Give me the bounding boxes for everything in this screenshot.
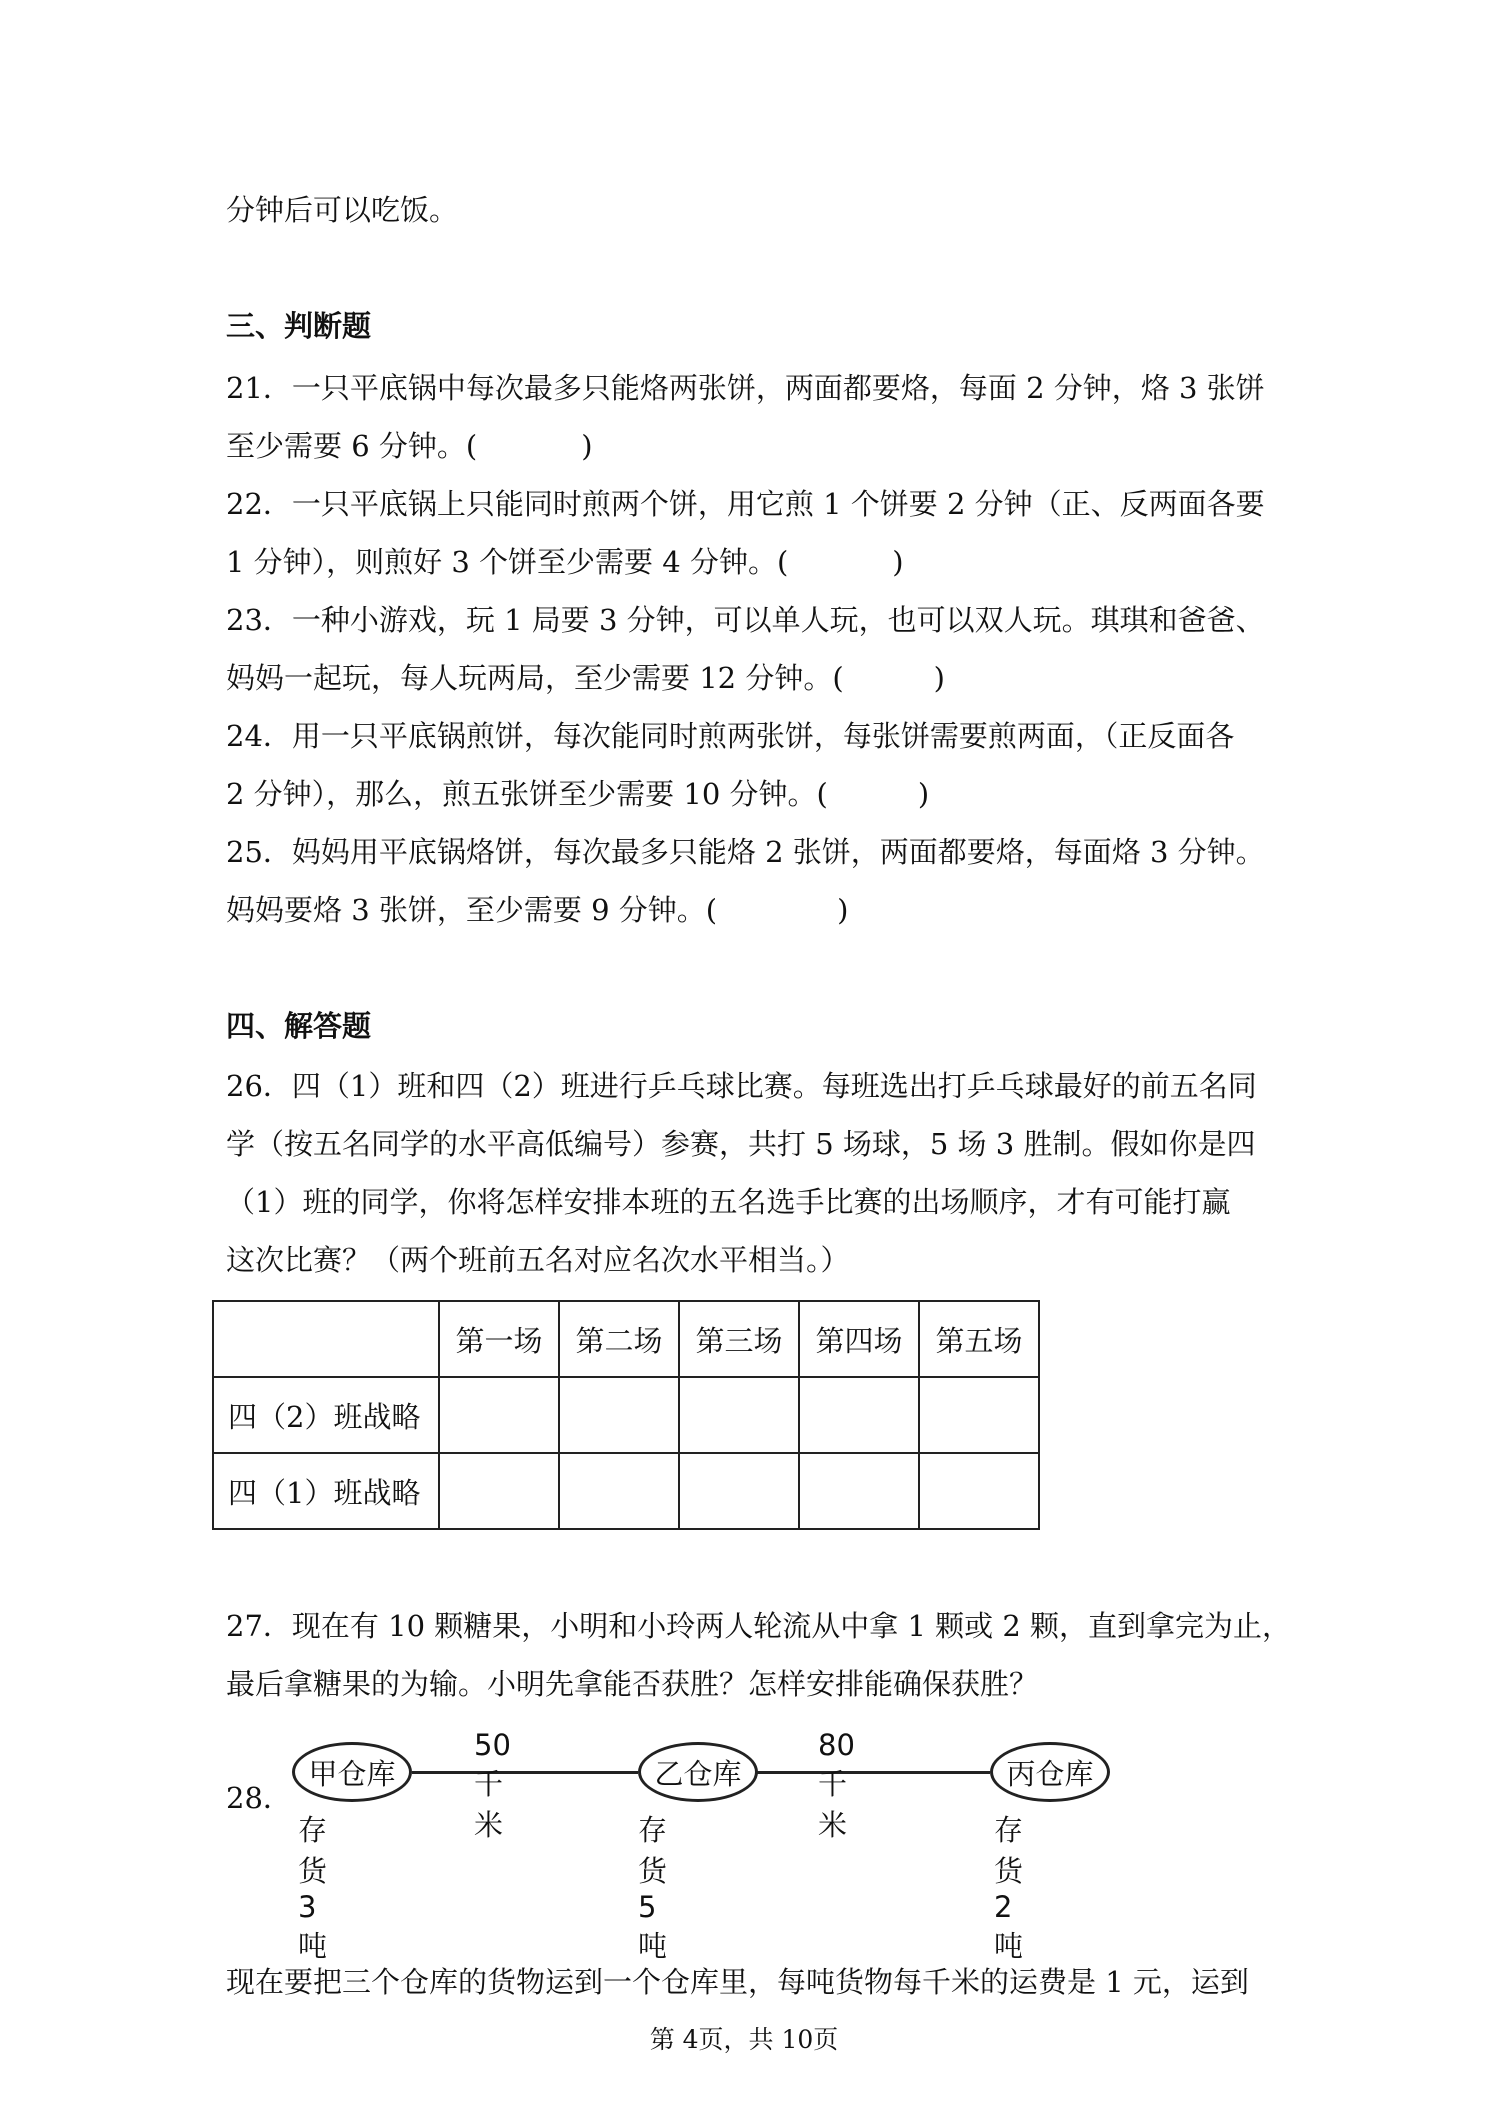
warehouse-oval: 丙仓库: [990, 1742, 1110, 1802]
q22-line1: 22．一只平底锅上只能同时煎两个饼，用它煎 1 个饼要 2 分钟（正、反两面各要: [226, 487, 1265, 521]
warehouse-oval: 甲仓库: [292, 1742, 412, 1802]
table-header-cell: 第二场: [559, 1301, 679, 1377]
q25-line2: 妈妈要烙 3 张饼，至少需要 9 分钟。( ): [226, 893, 849, 927]
distance-label: 80 千米: [818, 1728, 855, 1842]
table-header-cell: [213, 1301, 439, 1377]
table-cell: [679, 1377, 799, 1453]
route-line: [412, 1771, 638, 1774]
warehouse-oval: 乙仓库: [638, 1742, 758, 1802]
q21-line1: 21．一只平底锅中每次最多只能烙两张饼，两面都要烙，每面 2 分钟，烙 3 张饼: [226, 371, 1265, 405]
table-cell: [559, 1453, 679, 1529]
q23-line2: 妈妈一起玩，每人玩两局，至少需要 12 分钟。( ): [226, 661, 945, 695]
table-cell: [799, 1453, 919, 1529]
table-cell: [439, 1377, 559, 1453]
q22-line2: 1 分钟），则煎好 3 个饼至少需要 4 分钟。( ): [226, 545, 904, 579]
distance-label: 50 千米: [474, 1728, 511, 1842]
table-cell: [679, 1453, 799, 1529]
table-header-cell: 第四场: [799, 1301, 919, 1377]
table-header-row: [213, 1301, 1039, 1377]
table-row: [213, 1377, 1039, 1453]
q27-line2: 最后拿糖果的为输。小明先拿能否获胜？怎样安排能确保获胜？: [226, 1667, 1039, 1701]
stock-label: 存货 5 吨: [638, 1813, 668, 1963]
table-row-label: 四（2）班战略: [213, 1377, 439, 1453]
q28-number: 28．: [226, 1781, 292, 1815]
section3-heading: 三、判断题: [226, 309, 372, 343]
table-header-cell: 第一场: [439, 1301, 559, 1377]
q26-line4: 这次比赛？（两个班前五名对应名次水平相当。）: [226, 1243, 850, 1277]
table-cell: [919, 1377, 1039, 1453]
table-cell: [439, 1453, 559, 1529]
table-header-cell: 第三场: [679, 1301, 799, 1377]
q21-line2: 至少需要 6 分钟。( ): [226, 429, 593, 463]
q25-line1: 25．妈妈用平底锅烙饼，每次最多只能烙 2 张饼，两面都要烙，每面烙 3 分钟。: [226, 835, 1265, 869]
table-cell: [919, 1453, 1039, 1529]
page-number: 第 4页，共 10页: [649, 2025, 839, 2054]
q26-line2: 学（按五名同学的水平高低编号）参赛，共打 5 场球，5 场 3 胜制。假如你是四: [226, 1127, 1256, 1161]
q23-line1: 23．一种小游戏，玩 1 局要 3 分钟，可以单人玩，也可以双人玩。琪琪和爸爸、: [226, 603, 1265, 637]
continued-text: 分钟后可以吃饭。: [226, 193, 459, 227]
route-line: [756, 1771, 990, 1774]
stock-label: 存货 2 吨: [994, 1813, 1024, 1963]
table-header-cell: 第五场: [919, 1301, 1039, 1377]
strategy-table: [212, 1300, 1040, 1530]
q27-line1: 27．现在有 10 颗糖果，小明和小玲两人轮流从中拿 1 颗或 2 颗，直到拿完为止，: [226, 1609, 1292, 1643]
q26-line3: （1）班的同学，你将怎样安排本班的五名选手比赛的出场顺序，才有可能打赢: [226, 1185, 1231, 1219]
q24-line2: 2 分钟），那么，煎五张饼至少需要 10 分钟。( ): [226, 777, 930, 811]
q24-line1: 24．用一只平底锅煎饼，每次能同时煎两张饼，每张饼需要煎两面，（正反面各: [226, 719, 1235, 753]
q26-line1: 26．四（1）班和四（2）班进行乒乓球比赛。每班选出打乒乓球最好的前五名同: [226, 1069, 1257, 1103]
section4-heading: 四、解答题: [226, 1009, 372, 1043]
stock-label: 存货 3 吨: [298, 1813, 328, 1963]
table-row-label: 四（1）班战略: [213, 1453, 439, 1529]
q28-text: 现在要把三个仓库的货物运到一个仓库里，每吨货物每千米的运费是 1 元，运到: [226, 1965, 1249, 1999]
table-row: [213, 1453, 1039, 1529]
table-cell: [799, 1377, 919, 1453]
table-cell: [559, 1377, 679, 1453]
